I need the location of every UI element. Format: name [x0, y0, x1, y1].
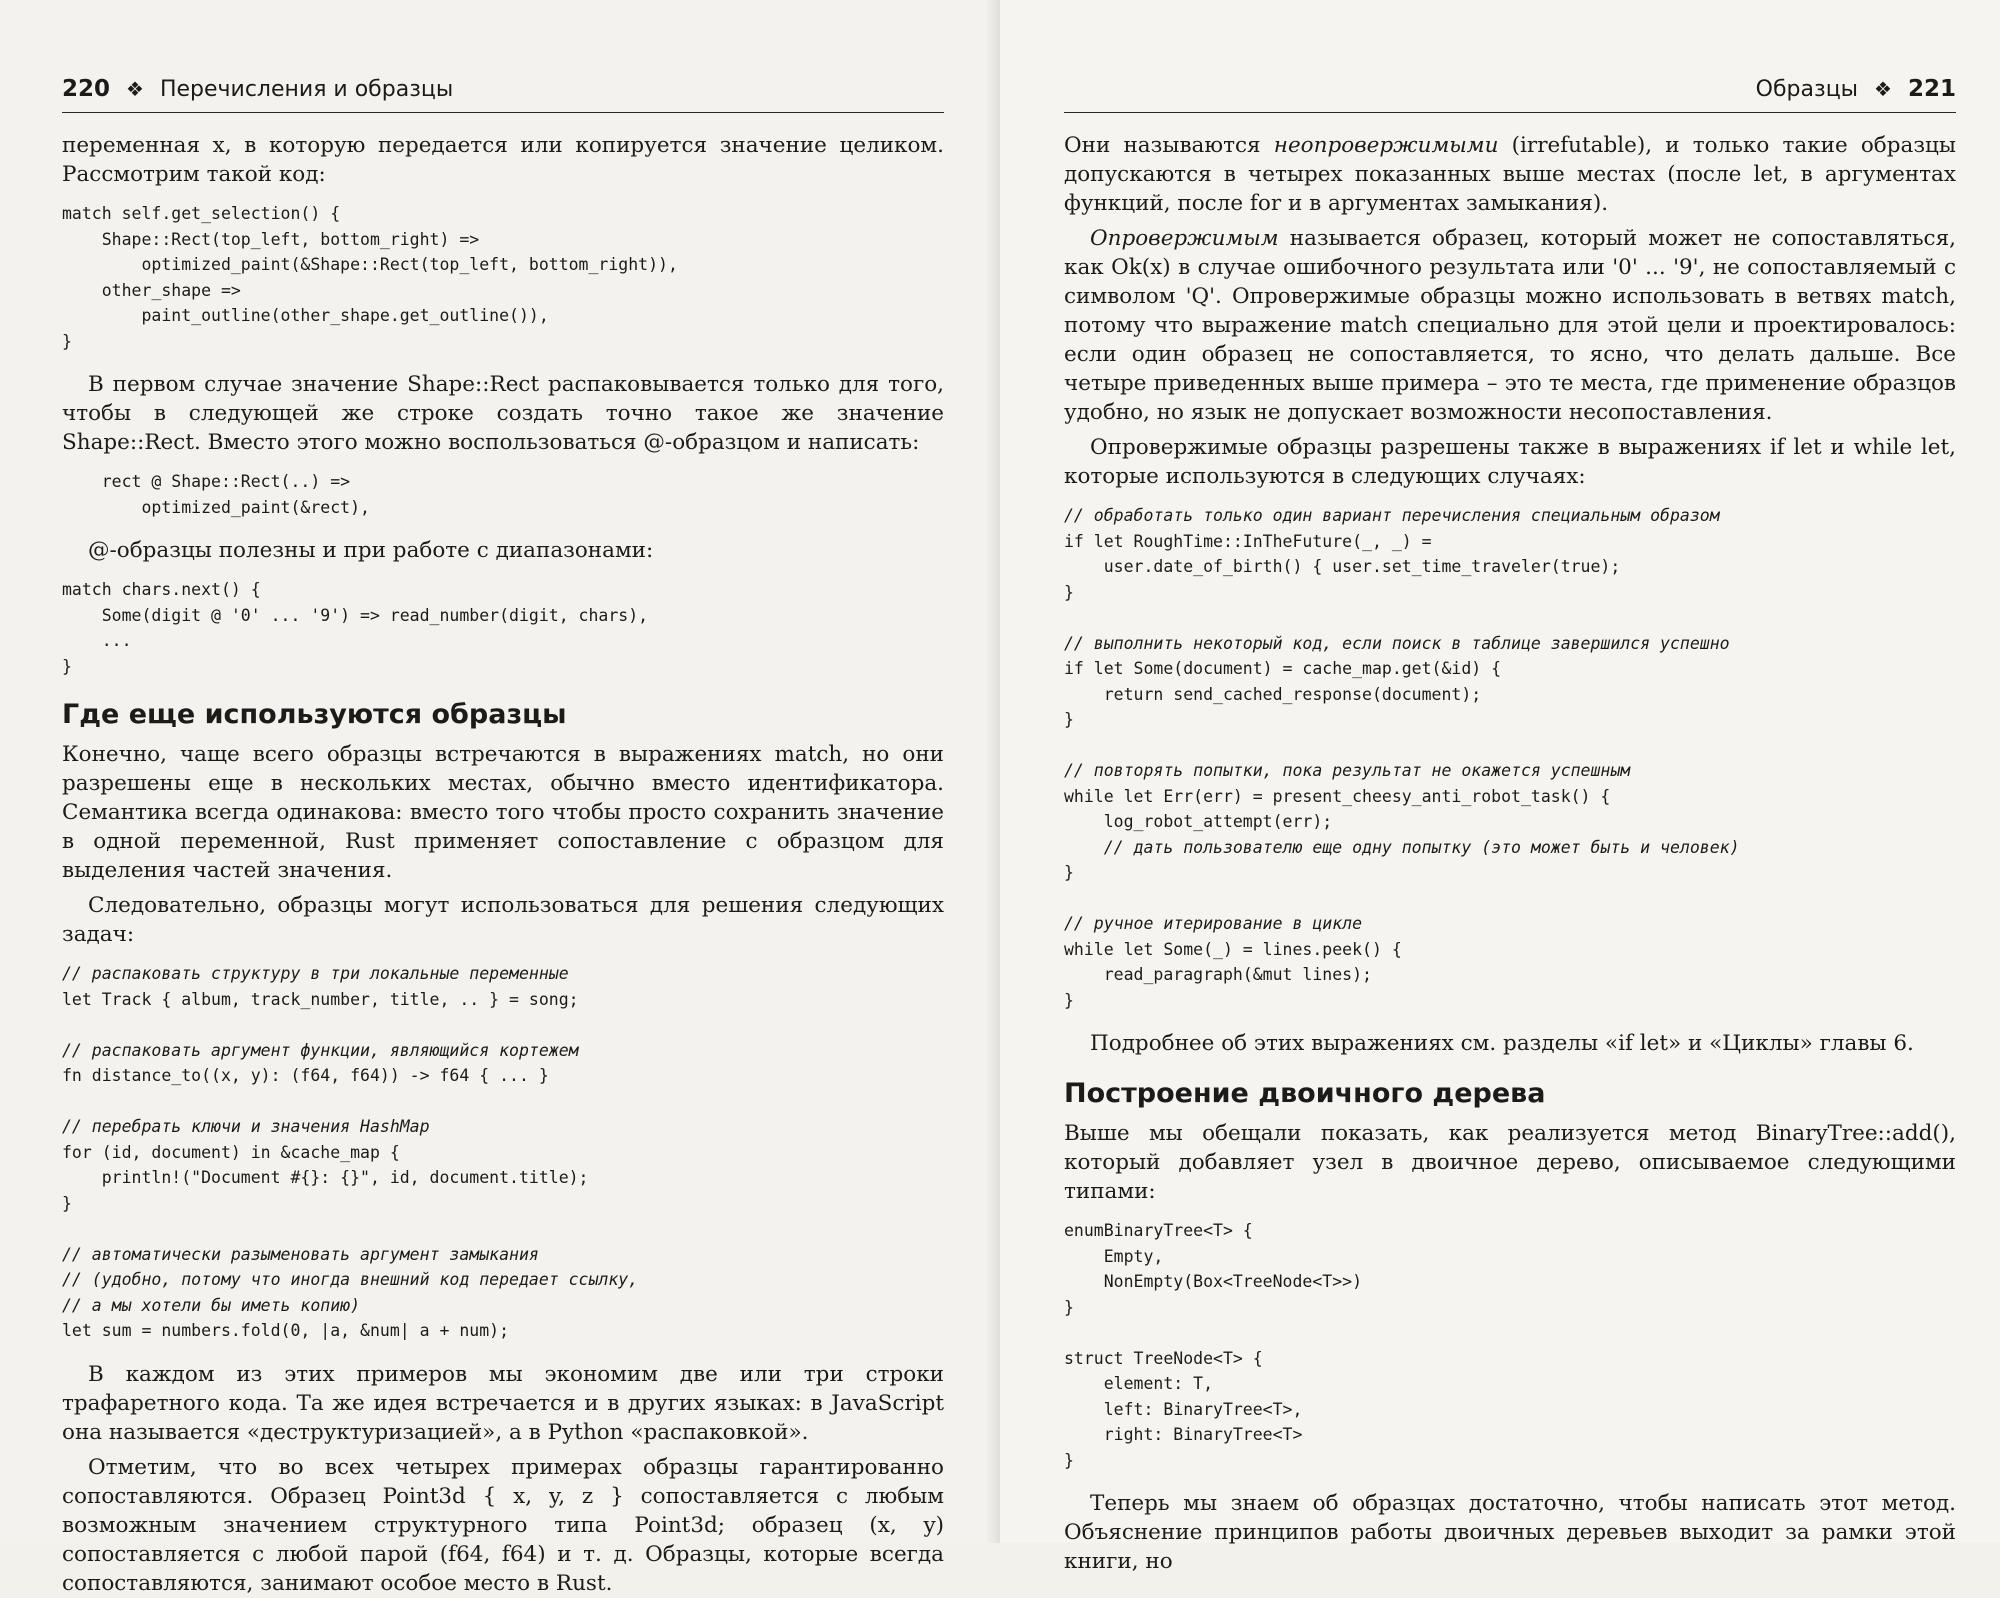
- code-comment: // распаковать аргумент функции, являющийся кортежем: [62, 1040, 579, 1060]
- term-refutable: Опровержимым: [1090, 226, 1279, 251]
- diamond-ornament-icon: ❖: [126, 77, 144, 101]
- left-page: [0, 0, 1000, 1596]
- right-page: [1000, 0, 2000, 1574]
- left-paragraph-4: Конечно, чаще всего образцы встречаются в выражениях match, но они разрешены еще в нескольких местах, обычно вместо идентификатора. Семантика всегда одинакова: вместо того чтобы просто сохранить значение в одной переменной, Rust применяет сопоставление с образцом для выделения частей значения.: [62, 742, 944, 883]
- left-paragraph-3: @-образцы полезны и при работе с диапазонами:: [88, 538, 654, 563]
- diamond-ornament-icon: ❖: [1874, 77, 1892, 101]
- left-paragraph-1: переменная x, в которую передается или копируется значение целиком. Рассмотрим такой код:: [62, 133, 944, 187]
- code-line: fn distance_to((x, y): (f64, f64)) -> f64 { ... }: [62, 1066, 549, 1085]
- right-paragraph-6: Теперь мы знаем об образцах достаточно, чтобы написать этот метод. Объяснение принципов работы двоичных деревьев выходит за рамки этой книги, но: [1064, 1491, 1956, 1574]
- left-paragraph-6: В каждом из этих примеров мы экономим две или три строки трафаретного кода. Та же идея встречается и в других языках: в JavaScript она называется «деструктуризацией», а в Python «распаковкой».: [62, 1361, 944, 1445]
- text-run: (irrefutable), и только такие образцы допускаются в четырех показанных выше местах (после let, в аргументах функций, после for и в аргументах замыкания).: [1064, 133, 1956, 216]
- left-paragraph-2: В первом случае значение Shape::Rect распаковывается только для того, чтобы в следующей же строке создать точно такое же значение Shape::Rect. Вместо этого можно воспользоваться @-образцом и написать:: [62, 372, 944, 455]
- right-paragraph-4: Подробнее об этих выражениях см. разделы «if let» и «Циклы» главы 6.: [1090, 1031, 1914, 1056]
- code-comment: // ручное итерирование в цикле: [1064, 914, 1363, 933]
- code-line: for (id, document) in &cache_map { println!("Document #{}: {}", id, document.title); }: [62, 1142, 589, 1213]
- left-page-number: 220: [62, 76, 111, 102]
- code-comment: // выполнить некоторый код, если поиск в таблице завершился успешно: [1064, 633, 1730, 653]
- code-line: while let Err(err) = present_cheesy_anti_robot_task() { log_robot_attempt(err);: [1064, 786, 1611, 831]
- left-heading: Где еще используются образцы: [62, 699, 567, 730]
- code-comment: // повторять попытки, пока результат не окажется успешным: [1064, 761, 1631, 780]
- code-comment: // перебрать ключи и значения HashMap: [62, 1117, 430, 1136]
- code-comment: // дать пользователю еще одну попытку (это может быть и человек): [1064, 837, 1740, 857]
- code-comment: // распаковать структуру в три локальные переменные: [62, 964, 569, 983]
- right-running-head: [1064, 76, 1956, 113]
- text-run: Они называются: [1064, 133, 1274, 158]
- right-page-number: 221: [1907, 76, 1956, 102]
- code-line: if let Some(document) = cache_map.get(&id) { return send_cached_response(document); }: [1064, 659, 1502, 729]
- left-code-4: [62, 961, 944, 1344]
- code-comment: // автоматически разыменовать аргумент замыкания // (удобно, потому что иногда внешний код передает ссылку, // а мы хотели бы иметь копию): [62, 1244, 639, 1315]
- right-heading: Построение двоичного дерева: [1064, 1078, 1546, 1109]
- right-section-title: Образцы: [1755, 77, 1859, 102]
- code-line: let Track { album, track_number, title, .. } = song;: [62, 989, 579, 1009]
- right-paragraph-2: [1064, 224, 1956, 427]
- left-paragraph-7: Отметим, что во всех четырех примерах образцы гарантированно сопоставляются. Образец Point3d { x, y, z } сопоставляется с любым возможным значением структурного типа Point3d; образец (x, y) сопоставляется с любой парой (f64, f64) и т. д. Образцы, которые всегда сопоставляются, занимают особое место в Rust.: [62, 1454, 944, 1596]
- left-section-title: Перечисления и образцы: [159, 77, 454, 102]
- right-paragraph-3: Опровержимые образцы разрешены также в выражениях if let и while let, которые используются в следующих случаях:: [1064, 435, 1956, 489]
- right-paragraph-5: Выше мы обещали показать, как реализуется метод BinaryTree::add(), который добавляет узел в двоичное дерево, описываемое следующими типами:: [1064, 1121, 1956, 1204]
- left-paragraph-5: Следовательно, образцы могут использоваться для решения следующих задач:: [62, 893, 944, 947]
- text-run: называется образец, который может не сопоставляться, как Ok(x) в случае ошибочного результата или '0' ... '9', не сопоставляемый с символом 'Q'. Опровержимые образцы можно использовать в ветвях match, потому что выражение match специально для этой цели и проектировалось: если один образец не сопоставляется, то ясно, что делать дальше. Все четыре приведенных выше примера – это те места, где применение образцов удобно, но язык не допускает возможности несопоставления.: [1064, 226, 1956, 425]
- left-code-2: rect @ Shape::Rect(..) => optimized_paint(&rect),: [101, 472, 370, 517]
- left-code-1: match self.get_selection() { Shape::Rect(top_left, bottom_right) => optimized_paint(&Shape::Rect(top_left, bottom_right)), other_shape => paint_outline(other_shape.get_outline()), }: [62, 204, 678, 351]
- code-line: let sum = numbers.fold(0, |a, &num| a + num);: [62, 1321, 510, 1340]
- right-code-2: enumBinaryTree<T> { Empty, NonEmpty(Box<TreeNode<T>>) } struct TreeNode<T> { element: T, left: BinaryTree<T>, right: BinaryTree<T> }: [1064, 1221, 1363, 1470]
- code-line: if let RoughTime::InTheFuture(_, _) = user.date_of_birth() { user.set_time_traveler(true); }: [1064, 531, 1621, 602]
- code-line: }: [1064, 863, 1074, 882]
- right-code-1: [1064, 503, 1956, 1013]
- left-code-3: match chars.next() { Some(digit @ '0' ... '9') => read_number(digit, chars), ... }: [62, 580, 649, 676]
- code-line: while let Some(_) = lines.peek() { read_paragraph(&mut lines); }: [1064, 939, 1402, 1010]
- code-comment: // обработать только один вариант перечисления специальным образом: [1064, 506, 1720, 525]
- left-running-head: [62, 76, 944, 113]
- right-paragraph-1: [1064, 131, 1956, 218]
- term-irrefutable: неопровержимыми: [1273, 133, 1499, 158]
